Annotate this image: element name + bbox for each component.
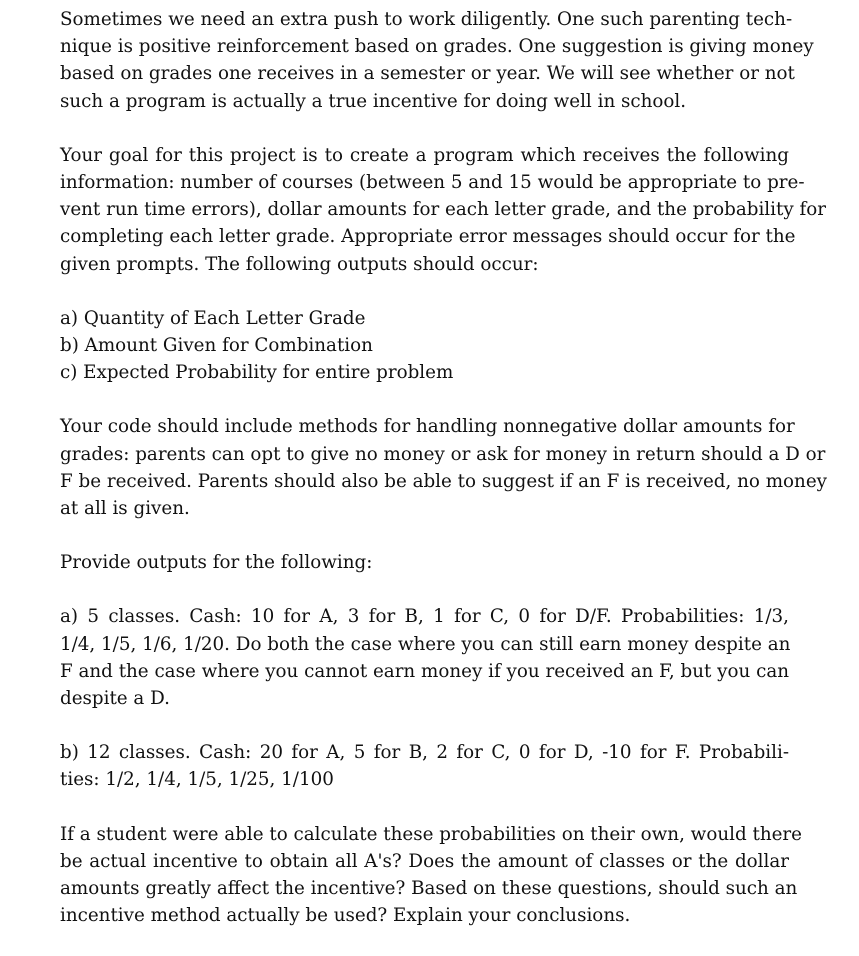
text-line: based on grades one receives in a semester or year. We will see whether or not: [60, 63, 795, 85]
text-line: completing each letter grade. Appropriate error messages should occur for the: [60, 226, 796, 248]
methods-paragraph: [60, 413, 827, 522]
text-line: amounts greatly affect the incentive? Based on these questions, should such an: [60, 878, 798, 900]
text-line: a) 5 classes. Cash: 10 for A, 3 for B, 1 for C, 0 for D/F. Probabilities: 1/3,: [60, 606, 789, 628]
text-line: Sometimes we need an extra push to work diligently. One such parenting tech-: [60, 9, 793, 30]
list-item: c) Expected Probability for entire problem: [60, 362, 454, 384]
list-item: a) Quantity of Each Letter Grade: [60, 307, 366, 329]
text-line: If a student were able to calculate these probabilities on their own, would there: [60, 823, 802, 845]
text-line: 1/4, 1/5, 1/6, 1/20. Do both the case where you can still earn money despite an: [60, 633, 791, 655]
text-line: grades: parents can opt to give no money or ask for money in return should a D or: [60, 443, 826, 465]
text-line: F be received. Parents should also be able to suggest if an F is received, no money: [60, 470, 827, 492]
document-page: [60, 6, 827, 956]
provide-outputs-paragraph: [60, 549, 789, 576]
text-line: nique is positive reinforcement based on grades. One suggestion is giving money: [60, 36, 814, 58]
text-line: vent run time errors), dollar amounts for each letter grade, and the probability for: [60, 199, 826, 221]
text-line: such a program is actually a true incentive for doing well in school.: [60, 90, 687, 112]
text-line: F and the case where you cannot earn money if you received an F, but you can: [60, 660, 789, 682]
text-line: despite a D.: [60, 688, 170, 710]
intro-paragraph: [60, 6, 814, 115]
conclusion-paragraph: [60, 821, 802, 930]
text-line: information: number of courses (between 5 and 15 would be appropriate to pre-: [60, 172, 805, 194]
list-item: b) Amount Given for Combination: [60, 335, 373, 357]
text-line: at all is given.: [60, 498, 190, 520]
text-line: Your code should include methods for handling nonnegative dollar amounts for: [60, 416, 795, 438]
text-line: be actual incentive to obtain all A's? Does the amount of classes or the dollar: [60, 850, 789, 872]
case-a-paragraph: [60, 603, 789, 712]
text-line: b) 12 classes. Cash: 20 for A, 5 for B, 2 for C, 0 for D, -10 for F. Probabili-: [60, 742, 789, 764]
text-line: Provide outputs for the following:: [60, 552, 373, 574]
text-line: Your goal for this project is to create a program which receives the following: [60, 144, 789, 166]
case-b-paragraph: [60, 739, 789, 793]
text-line: ties: 1/2, 1/4, 1/5, 1/25, 1/100: [60, 769, 334, 791]
text-line: given prompts. The following outputs should occur:: [60, 253, 539, 275]
goal-paragraph: [60, 142, 826, 278]
outputs-list: [60, 305, 789, 387]
text-line: incentive method actually be used? Explain your conclusions.: [60, 905, 631, 927]
